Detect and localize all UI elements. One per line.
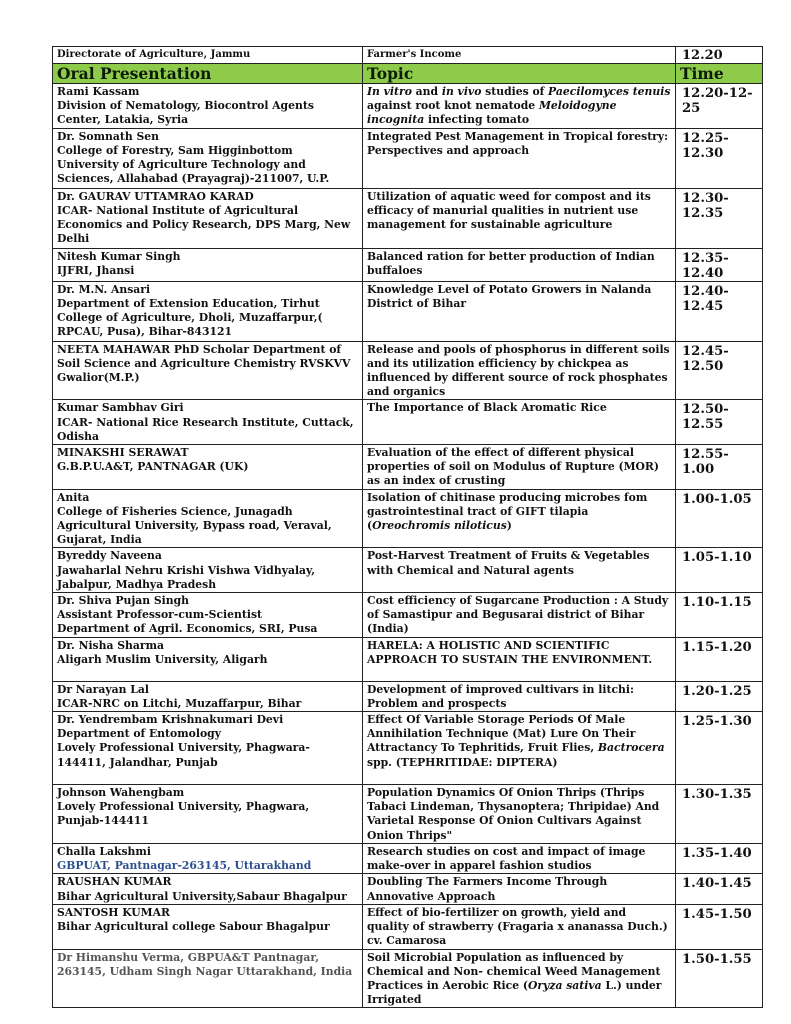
topic-text: Effect Of Variable Storage Periods Of Male Annihilation Technique (Mat) Lure On Their Attractancy To Tephritids, Fruit Flies, Bactrocera spp. (TEPHRITIDAE: DIPTERA): [367, 713, 665, 769]
time-cell: 12.45-12.50: [676, 341, 763, 400]
presenter-cell: [53, 489, 363, 548]
presenter-affiliation: College of Forestry, Sam Higginbottom University of Agriculture Technology and Sciences, Allahabad (Prayagraj)-211007, U.P.: [57, 143, 330, 186]
schedule-table: [52, 46, 763, 1008]
presenter-affiliation: Department of Extension Education, Tirhut College of Agriculture, Dholi, Muzaffarpur,( RPCAU, Pusa), Bihar-843121: [57, 296, 323, 339]
presenter-cell: [53, 681, 363, 711]
presenter-cell: [53, 548, 363, 593]
table-row: [53, 84, 763, 129]
presenter-cell: [53, 904, 363, 949]
presenter-cell: [53, 84, 363, 129]
topic-cell: [363, 949, 676, 1008]
topic-text: Balanced ration for better production of Indian buffaloes: [367, 249, 655, 277]
table-row: [53, 548, 763, 593]
topic-cell: [363, 548, 676, 593]
time-cell: 12.55-1.00: [676, 445, 763, 490]
table-row: [53, 681, 763, 711]
presenter-cell: [53, 248, 363, 281]
topic-text: Soil Microbial Population as influenced by Chemical and Non- chemical Weed Management Practices in Aerobic Rice (Oryza sativa L.) under Irrigated: [367, 950, 662, 1007]
topic-cell: [363, 341, 676, 400]
time-cell: 12.30-12.35: [676, 188, 763, 248]
table-row: [53, 47, 763, 64]
topic-text: Research studies on cost and impact of image make-over in apparel fashion studios: [367, 845, 646, 873]
topic-cell: [363, 637, 676, 681]
time-cell: 1.45-1.50: [676, 904, 763, 949]
presenter-name: Byreddy Naveena: [57, 549, 162, 563]
presenter-affiliation: Department of Agril. Economics, SRI, Pusa: [57, 622, 318, 636]
topic-cell: [363, 712, 676, 785]
topic-cell: [363, 874, 676, 904]
presenter-department: Department of Entomology: [57, 727, 221, 741]
presenter-name: NEETA MAHAWAR PhD Scholar Department of Soil Science and Agriculture Chemistry RVSKVV Gwalior(M.P.): [57, 342, 351, 385]
table-row: [53, 188, 763, 248]
table-row: [53, 844, 763, 874]
presenter-affiliation: G.B.P.U.A&T, PANTNAGAR (UK): [57, 460, 249, 474]
presenter-name: Challa Lakshmi: [57, 845, 151, 859]
presenter-name: Dr Narayan Lal: [57, 682, 149, 696]
topic-text: Utilization of aquatic weed for compost and its efficacy of manurial qualities in nutrient use management for sustainable agriculture: [367, 189, 651, 232]
time-cell: 12.40-12.45: [676, 281, 763, 341]
table-row: [53, 904, 763, 949]
topic-text: Release and pools of phosphorus in different soils and its utilization efficiency by chickpea as influenced by different source of rock phosphates and organics: [367, 342, 670, 399]
presenter-name: Dr. Yendrembam Krishnakumari Devi: [57, 713, 284, 727]
time-cell: 1.25-1.30: [676, 712, 763, 785]
presenter-affiliation: Jawaharlal Nehru Krishi Vishwa Vidhyalay, Jabalpur, Madhya Pradesh: [57, 563, 316, 591]
presenter-cell: [53, 785, 363, 844]
time-cell: 1.05-1.10: [676, 548, 763, 593]
presenter-cell: [53, 281, 363, 341]
presenter-cell: [53, 400, 363, 445]
presenter-cell: [53, 844, 363, 874]
column-header-time: Time: [676, 64, 763, 84]
table-row: [53, 400, 763, 445]
topic-text: Integrated Pest Management in Tropical forestry: Perspectives and approach: [367, 129, 669, 157]
presenter-affiliation: Lovely Professional University, Phagwara-144411, Jalandhar, Punjab: [57, 741, 310, 769]
topic-cell: [363, 188, 676, 248]
time-cell: 12.35-12.40: [676, 248, 763, 281]
table-row: [53, 281, 763, 341]
presenter-name: Dr Himanshu Verma, GBPUA&T Pantnagar, 263145, Udham Singh Nagar Uttarakhand, India: [57, 950, 353, 978]
topic-text: Cost efficiency of Sugarcane Production : A Study of Samastipur and Begusarai district of Bihar (India): [367, 594, 669, 636]
table-row: [53, 128, 763, 188]
topic-cell: [363, 281, 676, 341]
presenter-name: Dr. Somnath Sen: [57, 129, 159, 143]
topic-text: Post-Harvest Treatment of Fruits & Vegetables with Chemical and Natural agents: [367, 549, 650, 577]
presenter-cell: [53, 128, 363, 188]
table-row: [53, 785, 763, 844]
topic-cell: [363, 248, 676, 281]
topic-cell: [363, 489, 676, 548]
topic-text: Effect of bio-fertilizer on growth, yield and quality of strawberry (Fragaria x ananassa Duch.) cv. Camarosa: [367, 905, 668, 948]
presenter-cell: [53, 593, 363, 638]
time-cell: 1.30-1.35: [676, 785, 763, 844]
time-cell: 12.25-12.30: [676, 128, 763, 188]
topic-cell: [363, 593, 676, 638]
topic-text: The Importance of Black Aromatic Rice: [367, 401, 607, 415]
presenter-affiliation: GBPUAT, Pantnagar-263145, Uttarakhand: [57, 859, 312, 873]
topic-cell: [363, 400, 676, 445]
table-header-row: [53, 64, 763, 84]
session-time: 12.20: [676, 47, 763, 64]
time-cell: 1.40-1.45: [676, 874, 763, 904]
table-row: [53, 248, 763, 281]
time-cell: 1.00-1.05: [676, 489, 763, 548]
presenter-name: Dr. M.N. Ansari: [57, 282, 151, 296]
presenter-affiliation: ICAR- National Institute of Agricultural Economics and Policy Research, DPS Marg, New Delhi: [57, 203, 351, 246]
presenter-name: MINAKSHI SERAWAT: [57, 446, 189, 460]
presenter-name: Kumar Sambhav Giri: [57, 401, 184, 415]
topic-text: Knowledge Level of Potato Growers in Nalanda District of Bihar: [367, 282, 652, 310]
topic-cell: [363, 84, 676, 129]
session-organization: Directorate of Agriculture, Jammu: [53, 47, 363, 64]
topic-cell: [363, 445, 676, 490]
session-topic: Farmer's Income: [363, 47, 676, 64]
topic-text: Population Dynamics Of Onion Thrips (Thrips Tabaci Lindeman, Thysanoptera; Thripidae) And Varietal Response Of Onion Cultivars Against Onion Thrips": [367, 786, 660, 842]
presenter-name: Anita: [57, 490, 90, 504]
presenter-name: Johnson Wahengbam: [57, 786, 185, 800]
presenter-cell: [53, 949, 363, 1008]
presenter-cell: [53, 874, 363, 904]
topic-cell: [363, 904, 676, 949]
topic-text: Doubling The Farmers Income Through Annovative Approach: [367, 875, 608, 903]
table-row: [53, 593, 763, 638]
presenter-name: SANTOSH KUMAR: [57, 905, 170, 919]
topic-text: Development of improved cultivars in litchi: Problem and prospects: [367, 682, 634, 710]
presenter-affiliation: Lovely Professional University, Phagwara, Punjab-144411: [57, 800, 310, 828]
presenter-affiliation: Division of Nematology, Biocontrol Agents Center, Latakia, Syria: [57, 99, 314, 127]
table-row: [53, 874, 763, 904]
table-row: [53, 445, 763, 490]
presenter-name: Dr. Nisha Sharma: [57, 638, 164, 652]
column-header-topic: Topic: [363, 64, 676, 84]
presenter-cell: [53, 712, 363, 785]
time-cell: 1.35-1.40: [676, 844, 763, 874]
topic-cell: [363, 681, 676, 711]
topic-cell: [363, 844, 676, 874]
presenter-affiliation: College of Fisheries Science, Junagadh Agricultural University, Bypass road, Veraval, Gujarat, India: [57, 504, 332, 547]
presenter-name: RAUSHAN KUMAR: [57, 875, 172, 889]
presenter-cell: [53, 445, 363, 490]
presenter-name: Rami Kassam: [57, 85, 140, 98]
table-row: [53, 712, 763, 785]
time-cell: 12.20-12-25: [676, 84, 763, 129]
topic-cell: [363, 128, 676, 188]
table-row: [53, 341, 763, 400]
time-cell: 1.15-1.20: [676, 637, 763, 681]
presenter-title: Assistant Professor-cum-Scientist: [57, 608, 263, 622]
time-cell: 12.50-12.55: [676, 400, 763, 445]
presenter-name: Dr. Shiva Pujan Singh: [57, 594, 189, 608]
table-row: [53, 637, 763, 681]
presenter-affiliation: Aligarh Muslim University, Aligarh: [57, 652, 268, 666]
topic-text: HARELA: A HOLISTIC AND SCIENTIFIC APPROACH TO SUSTAIN THE ENVIRONMENT.: [367, 638, 653, 666]
presenter-name: Dr. GAURAV UTTAMRAO KARAD: [57, 189, 254, 203]
time-cell: 1.20-1.25: [676, 681, 763, 711]
presenter-affiliation: Bihar Agricultural college Sabour Bhagalpur: [57, 920, 330, 934]
schedule-sheet: [52, 46, 762, 1008]
presenter-cell: [53, 341, 363, 400]
time-cell: 1.10-1.15: [676, 593, 763, 638]
presenter-affiliation: IJFRI, Jhansi: [57, 263, 135, 277]
table-row: [53, 489, 763, 548]
topic-text: Isolation of chitinase producing microbes fom gastrointestinal tract of GIFT tilapia (Oreochromis niloticus): [367, 490, 648, 533]
presenter-affiliation: ICAR- National Rice Research Institute, Cuttack, Odisha: [57, 415, 354, 443]
time-cell: 1.50-1.55: [676, 949, 763, 1008]
presenter-cell: [53, 188, 363, 248]
presenter-affiliation: Bihar Agricultural University,Sabaur Bhagalpur: [57, 889, 347, 903]
presenter-name: Nitesh Kumar Singh: [57, 249, 181, 263]
column-header-presenter: Oral Presentation: [53, 64, 363, 84]
topic-text: Evaluation of the effect of different physical properties of soil on Modulus of Rupture (MOR) as an index of crusting: [367, 446, 660, 488]
topic-cell: [363, 785, 676, 844]
presenter-cell: [53, 637, 363, 681]
presenter-affiliation: ICAR-NRC on Litchi, Muzaffarpur, Bihar: [57, 696, 302, 710]
topic-text: In vitro and in vivo studies of Paecilomyces tenuis against root knot nematode Meloidogyne incognita infecting tomato: [367, 85, 671, 127]
table-row: [53, 949, 763, 1008]
